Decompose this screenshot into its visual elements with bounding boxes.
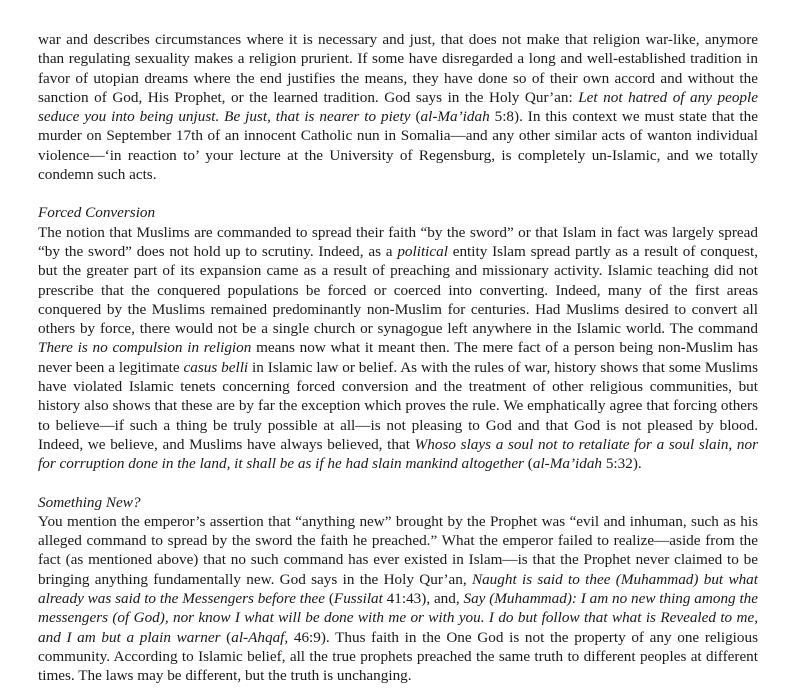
something-new-paragraph <box>38 512 758 686</box>
forced-conversion-paragraph <box>38 223 758 474</box>
intro-text-2: ( <box>410 108 421 126</box>
something-text-2: ( <box>325 590 334 608</box>
something-italic-4: al-Ahqaf <box>231 628 285 646</box>
something-italic-3: Say (Muhammad): I am no new thing among the messengers (of God), nor know I what will be done with me or with you. I do but follow that what is Revealed to me, and I am but a plain warner <box>38 590 758 646</box>
intro-text-1: war and describes circumstances where it is necessary and just, that does not make that religion war-like, anymore than regulating sexuality makes a religion prurient. If some have disregarded a long and well-established tradition in favor of utopian dreams where the end justifies the means, they have done so of their own accord and without the sanction of God, His Prophet, or the learned tradition. God says in the Holy Qur’an: <box>38 31 758 106</box>
section-heading-forced-conversion: Forced Conversion <box>38 204 156 222</box>
forced-italic-3: casus belli <box>183 358 249 376</box>
forced-italic-4: Whoso slays a soul not to retaliate for a soul slain, nor for corruption done in the land, it shall be as if he had slain mankind altogether <box>38 435 758 473</box>
document-page <box>38 30 758 686</box>
intro-ref-1: al-Ma’idah <box>420 108 490 126</box>
forced-text-5: ( <box>523 455 533 473</box>
forced-text-3: means now what it meant then. The mere fact of a person being non-Muslim has never been a legitimate <box>38 339 759 376</box>
forced-italic-5: al-Ma’idah <box>532 455 603 473</box>
intro-paragraph <box>38 30 758 184</box>
forced-text-4: in Islamic law or belief. As with the rules of war, history shows that some Muslims have violated Islamic tenets concerning forced conversion and the treatment of other religious communities, but history also shows that these are by far the exception which proves the rule. We emphatically agree that forcing others to believe—if such a thing be truly possible at all—is not pleasing to God and that God is not pleased by blood. Indeed, we believe, and Muslims have always believed, that <box>38 358 758 453</box>
something-text-3: 41:43), and, <box>382 590 464 608</box>
forced-text-6: 5:32). <box>602 455 642 473</box>
section-heading-something-new: Something New? <box>38 493 141 511</box>
intro-text-3: 5:8). In this context we must state that the murder on September 17th of an innocent Catholic nun in Somalia—and any other similar acts of wanton individual violence—‘in reaction to’ your lecture at the University of Regensburg, is completely un-Islamic, and we totally condemn such acts. <box>38 108 758 184</box>
something-text-5: , 46:9). Thus faith in the One God is not the property of any one religious community. According to Islamic belief, all the true prophets preached the same truth to different peoples at different times. The laws may be different, but the truth is unchanging. <box>38 628 758 685</box>
forced-text-2: entity Islam spread partly as a result of conquest, but the greater part of its expansion came as a result of preaching and missionary activity. Islamic teaching did not prescribe that the conquered populations be forced or coerced into converting. Indeed, many of the first areas conquered by the Muslims remained predominantly non-Muslim for centuries. Had Muslims desired to convert all others by force, there would not be a single church or synagogue left anywhere in the Islamic world. The command <box>38 242 758 338</box>
forced-text-1: The notion that Muslims are commanded to spread their faith “by the sword” or that Islam in fact was largely spread “by the sword” does not hold up to scrutiny. Indeed, as a <box>38 223 758 260</box>
forced-italic-2: There is no compulsion in religion <box>38 339 252 357</box>
intro-quote-1: Let not hatred of any people seduce you into being unjust. Be just, that is nearer to piety <box>38 88 758 126</box>
something-italic-2: Fussilat <box>333 590 383 608</box>
section-something-new <box>38 493 758 686</box>
section-forced-conversion <box>38 203 758 473</box>
something-text-1: You mention the emperor’s assertion that “anything new” brought by the Prophet was “evil and inhuman, such as his alleged command to spread by the sword the faith he preached.” What the emperor failed to realize—aside from the fact (as mentioned above) that no such command has ever existed in Islam—is that the Prophet never claimed to be bringing anything fundamentally new. God says in the Holy Qur’an, <box>38 512 758 588</box>
something-text-4: ( <box>220 628 232 646</box>
something-italic-1: Naught is said to thee (Muhammad) but what already was said to the Messengers before thee <box>38 570 758 608</box>
forced-italic-1: political <box>397 242 448 260</box>
